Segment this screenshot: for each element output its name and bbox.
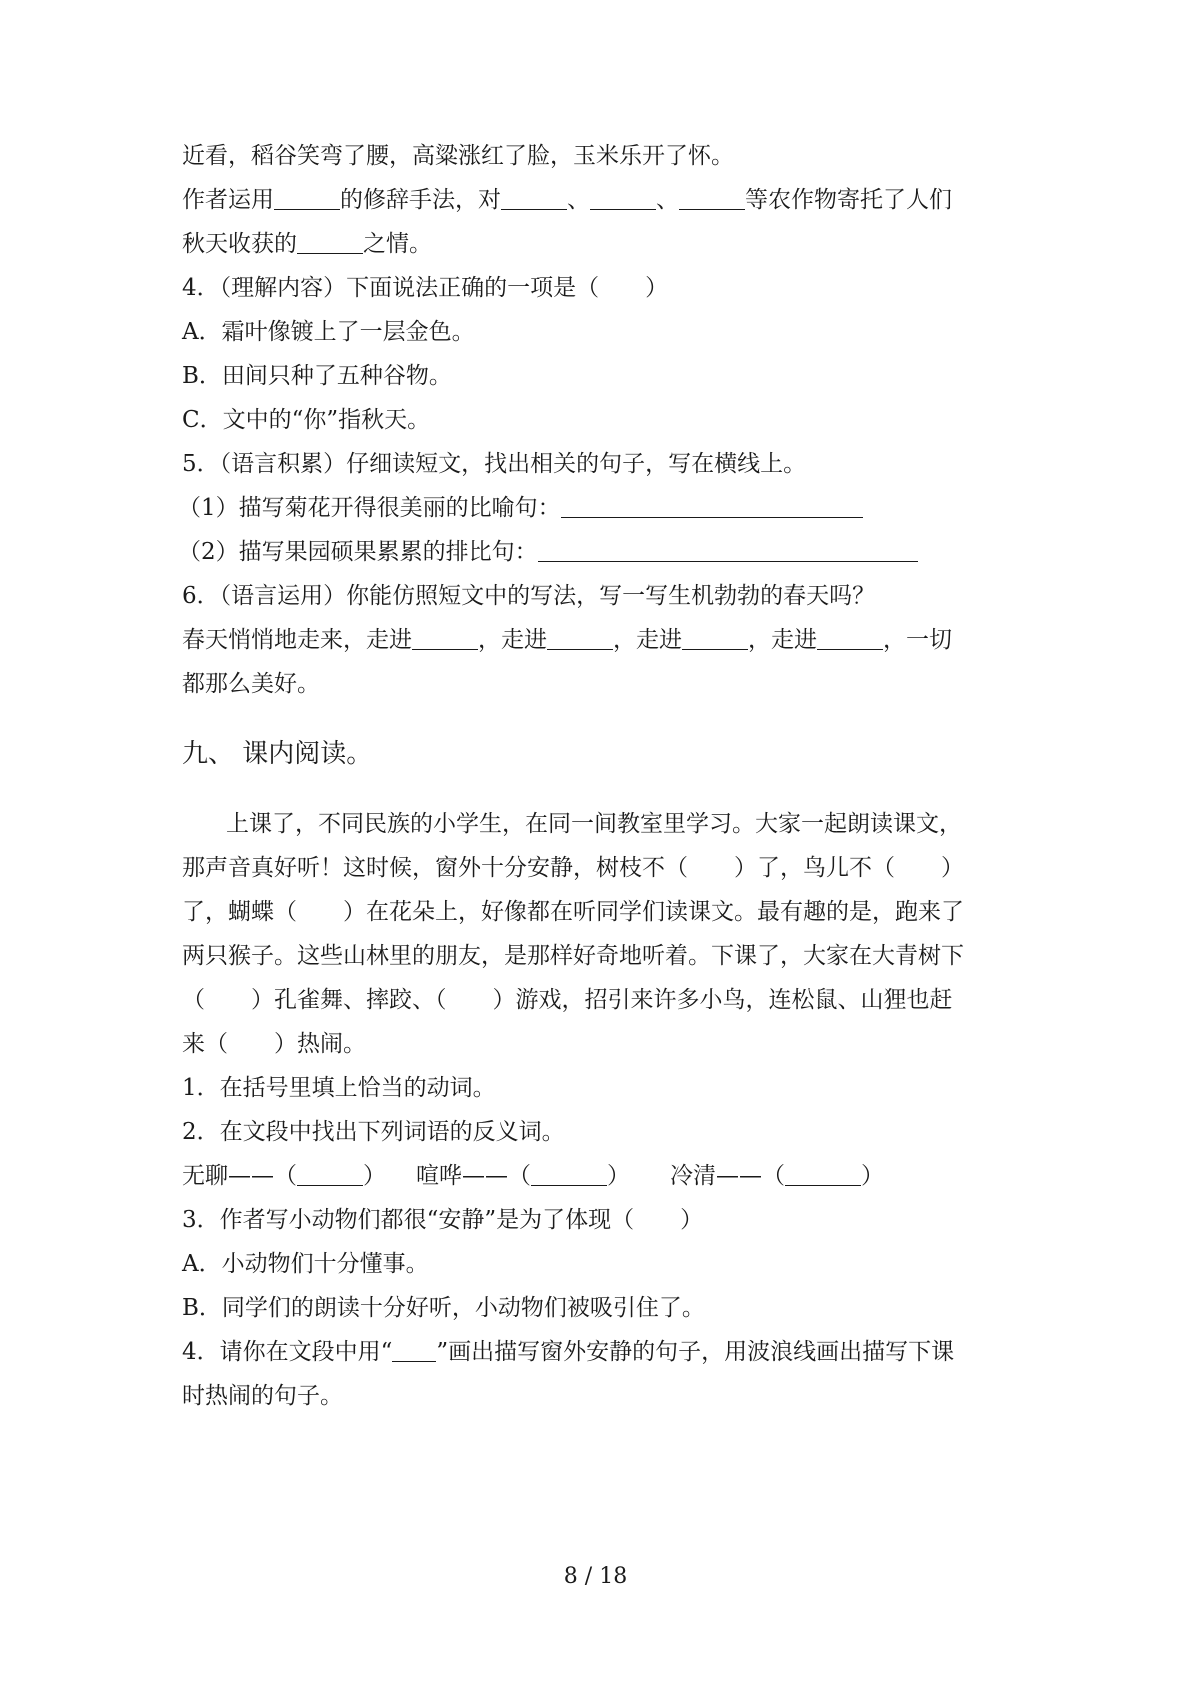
fill-in-line: [178, 536, 1018, 568]
question-1: 1．在括号里填上恰当的动词。: [182, 1075, 496, 1101]
text: 之情。: [363, 231, 432, 257]
answer-blank[interactable]: [817, 625, 883, 650]
fill-in-line: [182, 624, 1022, 656]
answer-blank[interactable]: [785, 1161, 861, 1186]
text: ，走进: [478, 627, 547, 653]
answer-blank[interactable]: [501, 185, 567, 210]
text: 的修辞手法，对: [340, 187, 501, 213]
text: 作者运用: [182, 187, 274, 213]
fill-in-line: [182, 228, 1022, 260]
option-c: C．文中的“你”指秋天。: [182, 407, 431, 433]
passage-line: 来（ ）热闹。: [182, 1031, 366, 1057]
answer-blank[interactable]: [274, 185, 340, 210]
passage-line: 两只猴子。这些山林里的朋友，是那样好奇地听着。下课了，大家在大青树下: [182, 943, 964, 969]
text-line: 近看，稻谷笑弯了腰，高粱涨红了脸，玉米乐开了怀。: [182, 143, 734, 169]
text: ，走进: [748, 627, 817, 653]
text: （2）描写果园硕果累累的排比句：: [178, 539, 538, 565]
answer-blank[interactable]: [531, 1161, 607, 1186]
text-line: 时热闹的句子。: [182, 1383, 343, 1409]
section-heading: 九、 课内阅读。: [182, 739, 373, 769]
text: ）: [861, 1163, 884, 1189]
text-line: 都那么美好。: [182, 671, 320, 697]
text: 冷清——（: [670, 1163, 785, 1189]
text: 秋天收获的: [182, 231, 297, 257]
answer-blank[interactable]: [682, 625, 748, 650]
answer-blank[interactable]: [297, 229, 363, 254]
text: 等农作物寄托了人们: [745, 187, 952, 213]
answer-blank[interactable]: [679, 185, 745, 210]
passage-line: （ ）孔雀舞、摔跤、（ ）游戏，招引来许多小鸟，连松鼠、山狸也赶: [182, 987, 953, 1013]
option-b: B．同学们的朗读十分好听，小动物们被吸引住了。: [182, 1295, 705, 1321]
text: ，一切: [883, 627, 952, 653]
option-a: A．霜叶像镀上了一层金色。: [182, 319, 475, 345]
passage-line: 了，蝴蝶（ ）在花朵上，好像都在听同学们读课文。最有趣的是，跑来了: [182, 899, 964, 925]
page-number: 8 / 18: [563, 1564, 628, 1589]
text: ）: [607, 1163, 630, 1189]
answer-blank[interactable]: [412, 625, 478, 650]
text: 无聊——（: [182, 1163, 297, 1189]
text: 4．请你在文段中用“: [182, 1339, 393, 1365]
question-6: 6．（语言运用）你能仿照短文中的写法，写一写生机勃勃的春天吗？: [182, 583, 876, 609]
antonym-line: [182, 1160, 1022, 1192]
question-4: 4．（理解内容）下面说法正确的一项是（ ）: [182, 275, 669, 301]
question-2: 2．在文段中找出下列词语的反义词。: [182, 1119, 565, 1145]
text: ，走进: [613, 627, 682, 653]
text: 喧哗——（: [416, 1163, 531, 1189]
passage-line: 那声音真好听！这时候，窗外十分安静，树枝不（ ）了，鸟儿不（ ）: [182, 855, 964, 881]
option-b: B．田间只种了五种谷物。: [182, 363, 452, 389]
text: 、: [656, 187, 679, 213]
text: ）: [363, 1163, 386, 1189]
answer-blank[interactable]: [561, 493, 863, 518]
text: 春天悄悄地走来，走进: [182, 627, 412, 653]
text: 、: [567, 187, 590, 213]
text: ”画出描写窗外安静的句子，用波浪线画出描写下课: [436, 1339, 955, 1365]
fill-in-line: [182, 184, 1022, 216]
fill-in-line: [178, 492, 1018, 524]
passage-line: 上课了，不同民族的小学生，在同一间教室里学习。大家一起朗读课文，: [226, 811, 962, 837]
option-a: A．小动物们十分懂事。: [182, 1251, 429, 1277]
answer-blank[interactable]: [538, 537, 918, 562]
question-3: 3．作者写小动物们都很“安静”是为了体现（ ）: [182, 1207, 704, 1233]
underline-sample: [392, 1337, 436, 1362]
question-4: [182, 1336, 1022, 1368]
answer-blank[interactable]: [547, 625, 613, 650]
answer-blank[interactable]: [590, 185, 656, 210]
text: （1）描写菊花开得很美丽的比喻句：: [178, 495, 561, 521]
answer-blank[interactable]: [297, 1161, 363, 1186]
question-5: 5．（语言积累）仔细读短文，找出相关的句子，写在横线上。: [182, 451, 807, 477]
